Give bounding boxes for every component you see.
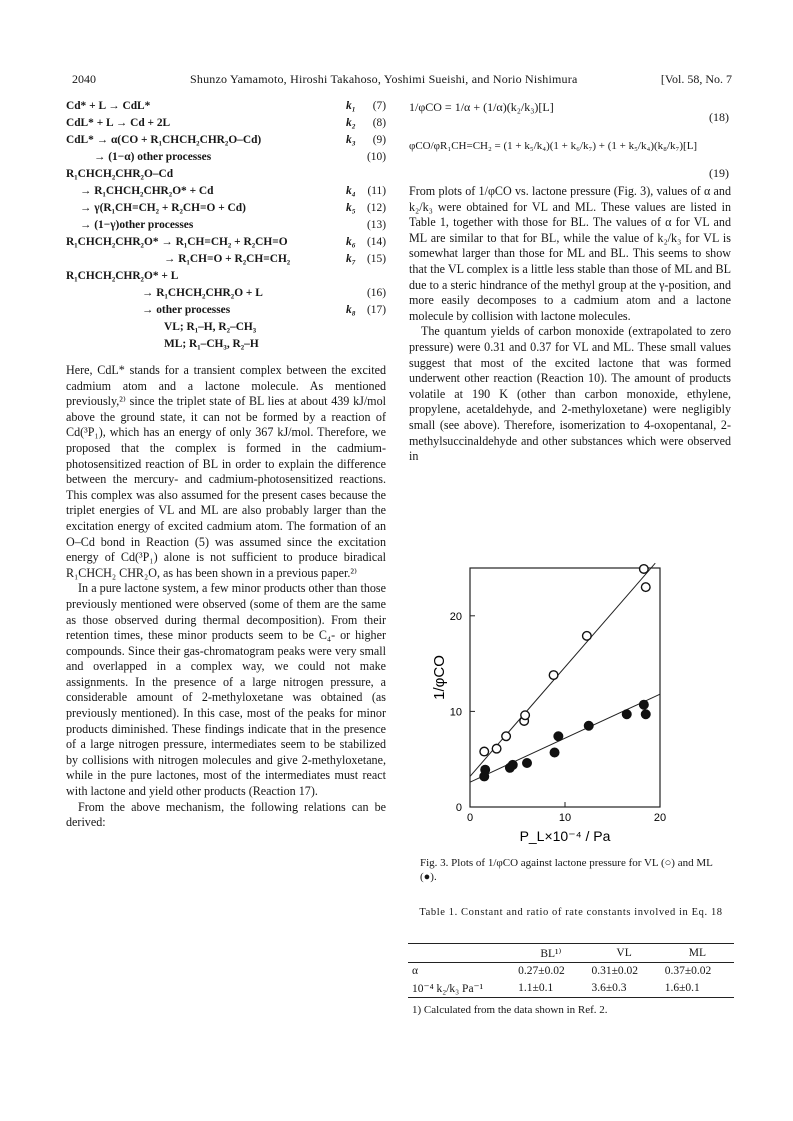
x-axis-label: P_L×10⁻⁴ / Pa: [519, 828, 611, 844]
reaction-row: [66, 117, 386, 134]
paragraph-plots: From plots of 1/φCO vs. lactone pressure (Fig. 3), values of α and k₂/k₃ were obtained for VL and ML. These values are listed in Table 1, together with those for BL. The values of α for VL and ML are similar to that for BL, while the value of k₂/k₃ for VL is somewhat larger than those for ML and BL. This seems to show that the VL complex is a little less stable than those of ML and BL due to a steric hindrance of the methyl group at the γ-position, and more easily decomposes to a cadmium atom and a lactone molecule by collision with lactone molecules.: [409, 184, 731, 323]
reaction-equation: → R₁CHCH₂CHR₂O* + Cd: [80, 185, 214, 197]
reaction-number: (11): [367, 185, 386, 197]
table-cell: 0.31±0.02: [591, 965, 638, 977]
reaction-equation: CdL* + L → Cd + 2L: [66, 117, 171, 129]
data-point-vl: [641, 583, 650, 592]
equation-18: [409, 100, 731, 134]
reaction-row: [66, 185, 386, 202]
page-header: [72, 72, 732, 88]
paragraph-derivation: From the above mechanism, the following relations can be derived:: [66, 799, 386, 830]
y-axis-label: 1/φCO: [431, 655, 448, 700]
reaction-row: [66, 270, 386, 287]
x-tick-label: 10: [558, 812, 572, 824]
x-tick-label: 0: [466, 812, 474, 824]
table-header: ML: [688, 947, 706, 959]
table-header: VL: [616, 947, 632, 959]
reaction-number: (8): [372, 117, 386, 129]
paragraph-minor-products: In a pure lactone system, a few minor products other than those previously mentioned were observed (some of them are the same as those observed during thermal decomposition). From their retention times, these minor products seem to be C₄- or higher compounds. Since their gas-chromatogram peaks were very small and overlapped in a complex way, we could not make assignments. In the presence of a large nitrogen pressure, a considerable amount of 2-methyloxetane was obtained (as previously mentioned). In this case, most of the peaks for minor products diminished. These findings indicate that in the presence of a large nitrogen pressure, intermediates seem to be stabilized by collisions with nitrogen molecules and give 2-methyloxetane, while in the pure lactones, most of the intermediates must react with lactone and yield other products (Reaction 17).: [66, 581, 386, 799]
right-column: [409, 100, 731, 465]
reaction-row: [66, 321, 386, 338]
rate-constant: k₃: [346, 134, 356, 146]
reaction-equation: R₁CHCH₂CHR₂O–Cd: [66, 168, 174, 180]
table-cell: 3.6±0.3: [591, 982, 627, 994]
reaction-equation: → R₁CHCH₂CHR₂O + L: [142, 287, 263, 299]
reaction-equation: ML; R₁–CH₃, R₂–H: [164, 338, 259, 350]
table-cell: 1.6±0.1: [664, 982, 700, 994]
reaction-number: (12): [367, 202, 386, 214]
reaction-scheme: [66, 100, 386, 355]
author-line: Shunzo Yamamoto, Hiroshi Takahoso, Yoshimi Sueishi, and Norio Nishimura: [190, 72, 578, 86]
data-point-ml: [523, 759, 532, 768]
table-header-row: [408, 944, 734, 963]
data-point-vl: [492, 744, 501, 753]
rate-constant: k₂: [346, 117, 356, 129]
figure-3: [430, 560, 680, 850]
data-point-vl: [502, 732, 511, 741]
reaction-row: [66, 236, 386, 253]
table-row: [408, 963, 734, 980]
left-column: [66, 100, 386, 831]
table-cell: 0.37±0.02: [664, 965, 712, 977]
data-point-ml: [641, 710, 650, 719]
reaction-row: [66, 338, 386, 355]
equation-19-text: φCO/φR₁CH=CH₂ = (1 + k₅/k₄)(1 + k₆/k₇) + (1 + k₅/k₄)(k₈/k₇)[L]: [409, 140, 698, 152]
data-point-vl: [640, 565, 649, 574]
table-header: [408, 944, 514, 963]
y-tick-label: 20: [449, 610, 462, 623]
table-footnote: 1) Calculated from the data shown in Ref. 2.: [412, 1004, 608, 1016]
reaction-row: [66, 287, 386, 304]
reaction-number: (10): [367, 151, 386, 163]
reaction-row: [66, 202, 386, 219]
reaction-number: (15): [367, 253, 386, 265]
reaction-number: (9): [372, 134, 386, 146]
reaction-equation: → γ(R₁CH=CH₂ + R₂CH=O + Cd): [80, 202, 246, 214]
data-point-ml: [640, 700, 649, 709]
reaction-equation: R₁CHCH₂CHR₂O* + L: [66, 270, 179, 282]
reaction-equation: → (1−γ)other processes: [80, 219, 194, 231]
fit-line-ml: [470, 694, 660, 782]
table-cell: 0.27±0.02: [518, 965, 565, 977]
rate-constant: k₆: [346, 236, 356, 248]
equation-18-text: 1/φCO = 1/α + (1/α)(k₂/k₃)[L]: [409, 100, 554, 114]
reaction-row: [66, 100, 386, 117]
data-point-vl: [549, 671, 558, 680]
page-number: 2040: [72, 72, 96, 86]
rate-constant: k₇: [346, 253, 356, 265]
data-point-ml: [508, 761, 517, 770]
table-cell: 1.1±0.1: [518, 982, 554, 994]
equation-19-number: (19): [709, 166, 729, 180]
data-point-ml: [481, 765, 490, 774]
x-tick-label: 20: [653, 812, 667, 824]
reaction-number: (14): [367, 236, 386, 248]
rate-constant: k₈: [346, 304, 356, 316]
table-title: Table 1. Constant and ratio of rate constants involved in Eq. 18: [419, 907, 723, 918]
rate-constant: k₄: [346, 185, 356, 197]
reaction-equation: → (1−α) other processes: [94, 151, 212, 163]
reaction-row: [66, 134, 386, 151]
data-point-ml: [554, 732, 563, 741]
reaction-number: (16): [367, 287, 386, 299]
plot-frame: [470, 568, 660, 807]
y-tick-label: 0: [455, 802, 462, 814]
figure-caption: Fig. 3. Plots of 1/φCO against lactone pressure for VL (○) and ML (●).: [420, 857, 713, 883]
reaction-equation: → R₁CH=O + R₂CH=CH₂: [164, 253, 291, 265]
reaction-equation: R₁CHCH₂CHR₂O* → R₁CH=CH₂ + R₂CH=O: [66, 236, 288, 248]
data-point-ml: [584, 721, 593, 730]
data-point-ml: [622, 710, 631, 719]
reaction-row: [66, 168, 386, 185]
table-row: [408, 979, 734, 998]
chart-svg: [430, 560, 680, 850]
reaction-equation: Cd* + L → CdL*: [66, 100, 151, 112]
rate-constant: k₁: [346, 100, 356, 112]
data-point-ml: [550, 748, 559, 757]
data-point-vl: [480, 747, 489, 756]
reaction-number: (7): [372, 100, 386, 112]
paragraph-complex: Here, CdL* stands for a transient complex between the excited cadmium atom and a lactone molecule. As mentioned previously,²⁾ since the triplet state of BL lies at about 439 kJ/mol above the ground state, it can not be formed by a reaction of Cd(³P₁), which has an energy of only 367 kJ/mol. Therefore, we proposed that the complex is formed in the cadmium-photosensitized reaction of BL in order to explain the difference between the mercury- and cadmium-photosensitized reactions. This complex was also assumed for the present cases because the triplet energies of VL and ML are also probably larger than the excitation energy of excited cadmium atom. The formation of an O–Cd bond in Reaction (5) was assumed since the excitation energy of Cd(³P₁) alone is not sufficient to produce biradical R₁CHCH₂ CHR₂O, as has been shown in a previous paper.²⁾: [66, 363, 386, 580]
equation-19: [409, 134, 731, 184]
reaction-number: (13): [367, 219, 386, 231]
reaction-row: [66, 253, 386, 270]
data-point-vl: [521, 711, 530, 720]
table-cell: 10⁻⁴ k₂/k₃ Pa⁻¹: [412, 983, 484, 995]
reaction-equation: CdL* → α(CO + R₁CHCH₂CHR₂O–Cd): [66, 134, 262, 146]
data-table: [408, 943, 734, 998]
reaction-row: [66, 304, 386, 321]
volume-info: [Vol. 58, No. 7: [660, 72, 732, 86]
equation-18-number: (18): [709, 110, 729, 124]
paragraph-quantum-yields: The quantum yields of carbon monoxide (extrapolated to zero pressure) were 0.31 and 0.37 for VL and ML. These small values suggest that most of the excited lactone that was formed underwent other reaction (Reaction 10). The amount of products volatile at 190 K (other than carbon monoxide, ethylene, propylene, acetaldehyde, and 2-methyloxetane) were negligibly small (see above). Therefore, isomerization to 4-oxopentanal, 2-methylsuccinaldehyde and other substances which were observed in: [409, 324, 731, 464]
reaction-number: (17): [367, 304, 386, 316]
reaction-equation: VL; R₁–H, R₂–CH₃: [164, 321, 257, 333]
y-tick-label: 10: [449, 706, 462, 719]
reaction-row: [66, 151, 386, 168]
table-header: BL¹⁾: [540, 948, 562, 960]
reaction-row: [66, 219, 386, 236]
rate-constant: k₅: [346, 202, 356, 214]
data-point-vl: [583, 632, 592, 641]
table-cell: α: [412, 965, 419, 977]
reaction-equation: → other processes: [142, 304, 231, 316]
